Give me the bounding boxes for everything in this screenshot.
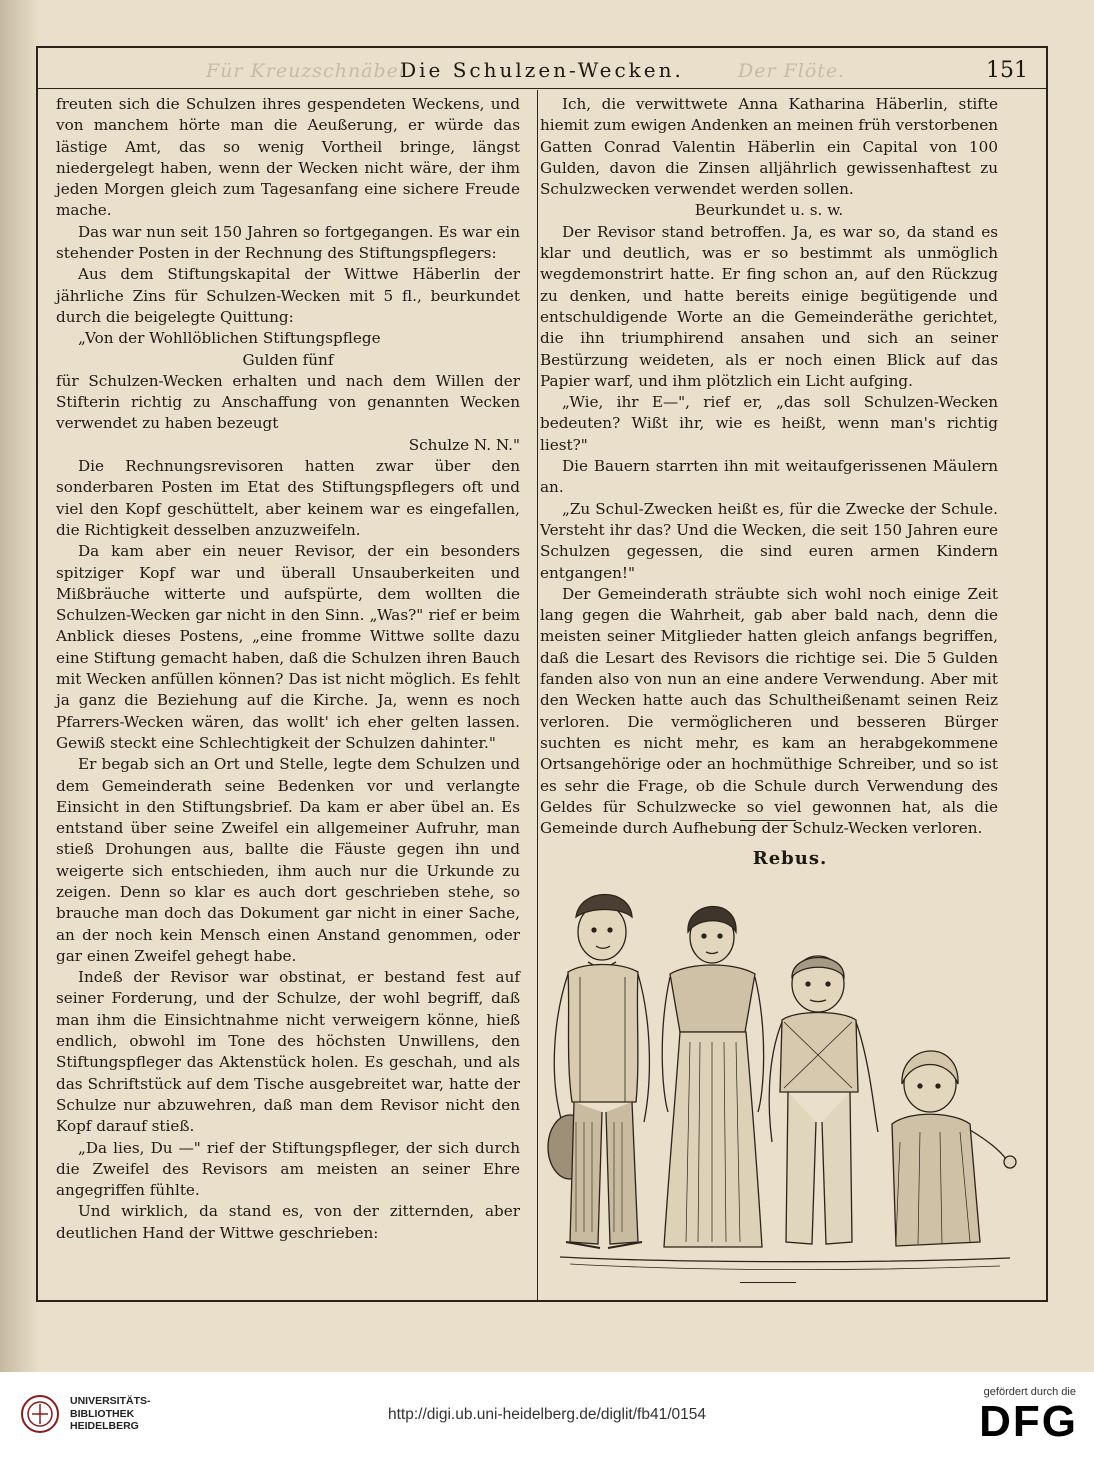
figure-girl [662, 906, 763, 1247]
bleed-through-text-left: Für Kreuzschnäbel. [206, 60, 414, 82]
page-number: 151 [986, 58, 1028, 83]
header-rule [38, 88, 1046, 89]
section-separator [740, 820, 796, 821]
page-title: Die Schulzen-Wecken. [400, 58, 684, 82]
paragraph: für Schulzen-Wecken erhalten und nach dem Willen der Stifterin richtig zu Anschaffung von genannten Wecken verwendet zu haben bezeugt [56, 371, 520, 433]
binding-shadow [0, 0, 40, 1372]
running-header [38, 56, 1046, 92]
paragraph: Aus dem Stiftungskapital der Wittwe Häberlin der jährliche Zins für Schulzen-Wecken mit 5 fl., beurkundet durch die beigelegte Quittung: [56, 265, 520, 326]
sponsor-caption: gefördert durch die [983, 1386, 1076, 1398]
paragraph: Schulze N. N." [408, 435, 520, 454]
bleed-through-text-right: Der Flöte. [738, 60, 846, 82]
paragraph: „Da lies, Du —" rief der Stiftungspfleger, der sich durch die Zweifel des Revisors am meisten an seiner Ehre angegriffen fühlte. [56, 1138, 520, 1200]
paragraph: Der Revisor stand betroffen. Ja, es war so, da stand es klar und deutlich, was er so bestimmt als unmöglich wegdemonstrirt hatte. Er fing schon an, auf den Rückzug zu denken, und hatte bereits einige begütigende und entschuldigende Worte an die Gemeinderäthe gerichtet, die ihn triumphirend ansahen und sich an seiner Bestürzung weideten, als er noch einen Blick auf das Papier warf, und ihm plötzlich ein Licht aufging. [540, 222, 998, 390]
figure-boy-tall [548, 895, 649, 1249]
paragraph: „Wie, ihr E—", rief er, „das soll Schulzen-Wecken bedeuten? Wißt ihr, wie es heißt, wenn man's richtig liest?" [540, 393, 998, 454]
paragraph: Die Bauern starrten ihn mit weitaufgerissenen Mäulern an. [540, 457, 998, 497]
rebus-illustration [540, 862, 1030, 1282]
paragraph: Er begab sich an Ort und Stelle, legte dem Schulzen und dem Gemeinderath seine Bedenken vor und verlangte Einsicht in den Stiftungsbrief. Da kam er aber übel an. Es entstand über seine Zweifel ein allgemeiner Aufruhr, man stieß Drohungen aus, ballte die Fäuste gegen ihn und weigerte sich entschieden, ihm auch nur die Urkunde zu zeigen. Denn so klar es auch dort geschrieben stehe, so brauche man doch das Dokument gar nicht in einer Sache, an der noch kein Mensch einen Anstand genommen, oder gar einen Zweifel gehegt habe. [56, 755, 520, 965]
left-column [56, 94, 520, 1244]
paragraph: „Zu Schul-Zwecken heißt es, für die Zwecke der Schule. Versteht ihr das? Und die Wecken, die seit 150 Jahren eure Schulzen gegessen, die sind euren armen Kindern entgangen!" [540, 499, 998, 582]
paragraph: Der Gemeinderath sträubte sich wohl noch einige Zeit lang gegen die Wahrheit, gab aber bald nach, denn die meisten seiner Mitglieder hatten gleich anfangs begriffen, daß die Lesart des Revisors die richtige sei. Die 5 Gulden fanden also von nun an eine andere Verwendung. Aber mit den Wecken hatte auch das Schultheißenamt seinen Reiz verloren. Die vermöglicheren und besseren Bürger suchten es nicht mehr, es kam an herabgekommene Ortsangehörige oder an hochmüthige Schreiber, und so ist es sehr die Frage, ob die Schule durch Verwendung des Geldes für Schulzwecke so viel gewonnen hat, als die Gemeinde durch Aufhebung der Schulz-Wecken verloren. [540, 584, 998, 838]
section-separator-bottom [740, 1282, 796, 1283]
paragraph: Das war nun seit 150 Jahren so fortgegangen. Es war ein stehender Posten in der Rechnung des Stiftungspflegers: [56, 222, 520, 263]
paragraph: Gulden fünf [242, 350, 334, 369]
paragraph: Beurkundet u. s. w. [694, 201, 844, 220]
paragraph: „Von der Wohllöblichen Stiftungspflege [78, 329, 381, 348]
paragraph: Und wirklich, da stand es, von der zitternden, aber deutlichen Hand der Wittwe geschrieben: [56, 1202, 520, 1242]
figure-baby [892, 1051, 1016, 1246]
viewer-footer [0, 1372, 1094, 1459]
right-column [540, 94, 998, 839]
paragraph: Die Rechnungsrevisoren hatten zwar über den sonderbaren Posten im Etat des Stiftungspflegers oft und viel den Kopf geschüttelt, aber keinem war es eingefallen, die Richtigkeit desselben anzuzweifeln. [56, 457, 520, 539]
paragraph: Da kam aber ein neuer Revisor, der ein besonders spitziger Kopf war und überall Unsauberkeiten und Mißbräuche witterte und aufspürte, dem wollten die Schulzen-Wecken gar nicht in den Sinn. „Was?" rief er beim Anblick dieses Postens, „eine fromme Wittwe sollte dazu eine Stiftung gemacht haben, daß die Schulzen ihren Bauch mit Wecken anfüllen können? Das ist nicht möglich. Es fehlt ja ganz die Beziehung auf die Kirche. Ja, wenn es noch Pfarrers-Wecken wären, das wollt' ich eher gelten lassen. Gewiß steckt eine Schlechtigkeit der Schulzen dahinter." [56, 542, 520, 752]
library-name: UNIVERSITÄTS- BIBLIOTHEK HEIDELBERG [70, 1395, 151, 1433]
permalink-url[interactable]: http://digi.ub.uni-heidelberg.de/diglit/fb41/0154 [388, 1406, 706, 1423]
paragraph: Indeß der Revisor war obstinat, er bestand fest auf seiner Forderung, und der Schulze, der wohl begriff, daß man ihm die Einsichtnahme nicht verweigern könne, hieß endlich, obwohl im Tone des höchsten Unwillens, den Stiftungspfleger das Aktenstück holen. Es geschah, und als das Schriftstück auf dem Tische ausgebreitet war, hatte der Schulze nur abzuwehren, daß man dem Revisor nicht den Kopf darauf stieß. [56, 968, 520, 1136]
column-divider [537, 90, 538, 1300]
paragraph: Ich, die verwittwete Anna Katharina Häberlin, stifte hiemit zum ewigen Andenken an meinen früh verstorbenen Gatten Conrad Valentin Häberlin ein Capital von 100 Gulden, davon die Zinsen alljährlich gewissenhaftest zu Schulzwecken verwendet werden sollen. [540, 95, 998, 199]
rebus-heading: Rebus. [752, 848, 828, 869]
paragraph: freuten sich die Schulzen ihres gespendeten Weckens, und von manchem hörte man die Aeußerung, er würde das lästige Amt, das so wenig Vortheil bringe, längst niedergelegt haben, wenn der Wecken nicht wäre, der ihm jeden Morgen gleich zum Tagesanfang eine sichere Freude mache. [56, 95, 520, 220]
figure-boy-middle [769, 956, 878, 1244]
dfg-logo[interactable]: DFG [979, 1397, 1078, 1446]
